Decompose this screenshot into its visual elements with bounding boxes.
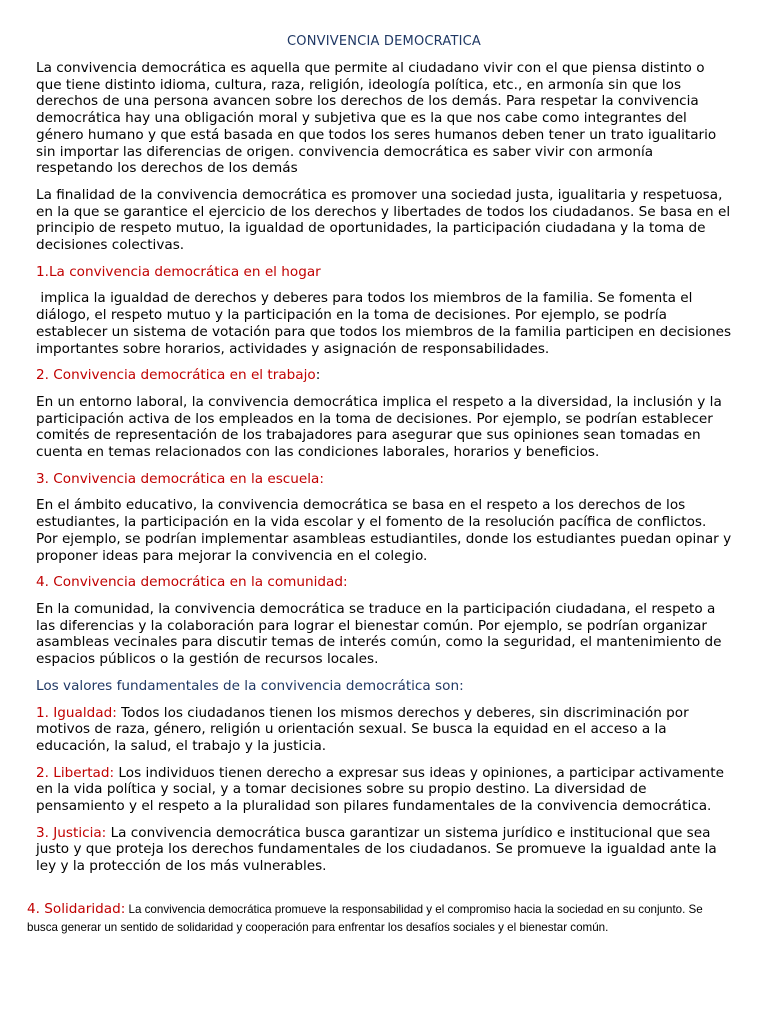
value-igualdad-label: 1. Igualdad: <box>36 704 117 721</box>
value-libertad <box>36 765 732 815</box>
document-page <box>36 34 736 885</box>
section-heading-escuela: 3. Convivencia democrática en la escuela: <box>36 470 324 487</box>
section-body-hogar: implica la igualdad de derechos y deberes para todos los miembros de la familia. Se fomenta el diálogo, el respeto mutuo y la participación en la toma de decisiones. Por ejemplo, se podría establecer un sistema de votación para que todos los miembros de la familia participen en decisiones importantes sobre horarios, actividades y asignación de responsabilidades. <box>36 290 736 357</box>
value-justicia-text: La convivencia democrática busca garantizar un sistema jurídico e institucional que sea justo y que proteja los derechos fundamentales de los ciudadanos. Se promueve la igualdad ante la ley y la protección de los más vulnerables. <box>36 824 717 875</box>
value-justicia <box>36 825 732 875</box>
section-heading-trabajo <box>36 367 732 384</box>
value-justicia-label: 3. Justicia: <box>36 824 107 841</box>
section-heading-trabajo-colon: : <box>315 367 321 384</box>
value-igualdad <box>36 705 732 755</box>
value-solidaridad-text: La convivencia democrática promueve la responsabilidad y el compromiso hacia la sociedad en su conjunto. Se busca generar un sentido de solidaridad y cooperación para enfrentar los desafíos sociales y el bienestar común. <box>27 903 703 935</box>
document-title-text: CONVIVENCIA DEMOCRATICA <box>286 34 481 49</box>
section-body-trabajo: En un entorno laboral, la convivencia democrática implica el respeto a la diversidad, la inclusión y la participación activa de los empleados en la toma de decisiones. Por ejemplo, se podrían establecer comités de representación de los trabajadores para asegurar que sus opiniones sean tomadas en cuenta en temas relacionados con las condiciones laborales, horarios y beneficios. <box>36 393 722 461</box>
values-heading: Los valores fundamentales de la convivencia democrática son: <box>36 677 464 694</box>
section-heading-comunidad: 4. Convivencia democrática en la comunidad: <box>36 574 348 591</box>
intro-paragraph-1: La convivencia democrática es aquella que permite al ciudadano vivir con el que piensa distinto o que tiene distinto idioma, cultura, raza, religión, ideología política, etc., en armonía sin que los derechos de una persona avancen sobre los derechos de los demás. Para respetar la convivencia democrática hay una obligación moral y subjetiva que es la que nos cabe como integrantes del género humano y que está basada en que todos los seres humanos deben tener un trato igualitario sin importar las diferencias de origen. convivencia democrática es saber vivir con armonía respetando los derechos de los demás <box>36 60 717 177</box>
value-igualdad-text: Todos los ciudadanos tienen los mismos derechos y deberes, sin discriminación por motivos de raza, género, religión u orientación sexual. Se busca la equidad en el acceso a la educación, la salud, el trabajo y la justicia. <box>36 704 689 754</box>
section-body-comunidad: En la comunidad, la convivencia democrática se traduce en la participación ciudadana, el respeto a las diferencias y la colaboración para lograr el bienestar común. Por ejemplo, se podrían organizar asambleas vecinales para discutir temas de interés común, como la seguridad, el mantenimiento de espacios públicos o la gestión de recursos locales. <box>36 600 722 668</box>
section-body-escuela: En el ámbito educativo, la convivencia democrática se basa en el respeto a los derechos de los estudiantes, la participación en la vida escolar y el fomento de la resolución pacífica de conflictos. Por ejemplo, se podrían implementar asambleas estudiantiles, donde los estudiantes puedan opinar y proponer ideas para mejorar la convivencia en el colegio. <box>36 497 732 564</box>
value-libertad-text: Los individuos tienen derecho a expresar sus ideas y opiniones, a participar activamente en la vida política y social, y a tomar decisiones sobre su propio destino. La diversidad de pensamiento y el respeto a la pluralidad son pilares fundamentales de la convivencia democrática. <box>36 764 724 815</box>
section-heading-trabajo-text: 2. Convivencia democrática en el trabajo <box>36 367 316 384</box>
document-title <box>36 34 732 49</box>
section-heading-hogar: 1.La convivencia democrática en el hogar <box>36 263 321 280</box>
value-solidaridad <box>27 900 727 938</box>
value-solidaridad-label: 4. Solidaridad: <box>27 901 126 917</box>
intro-paragraph-2: La finalidad de la convivencia democrática es promover una sociedad justa, igualitaria y respetuosa, en la que se garantice el ejercicio de los derechos y libertades de todos los ciudadanos. Se basa en el principio de respeto mutuo, la igualdad de oportunidades, la participación ciudadana y la toma de decisiones colectivas. <box>36 186 731 254</box>
value-libertad-label: 2. Libertad: <box>36 764 115 781</box>
